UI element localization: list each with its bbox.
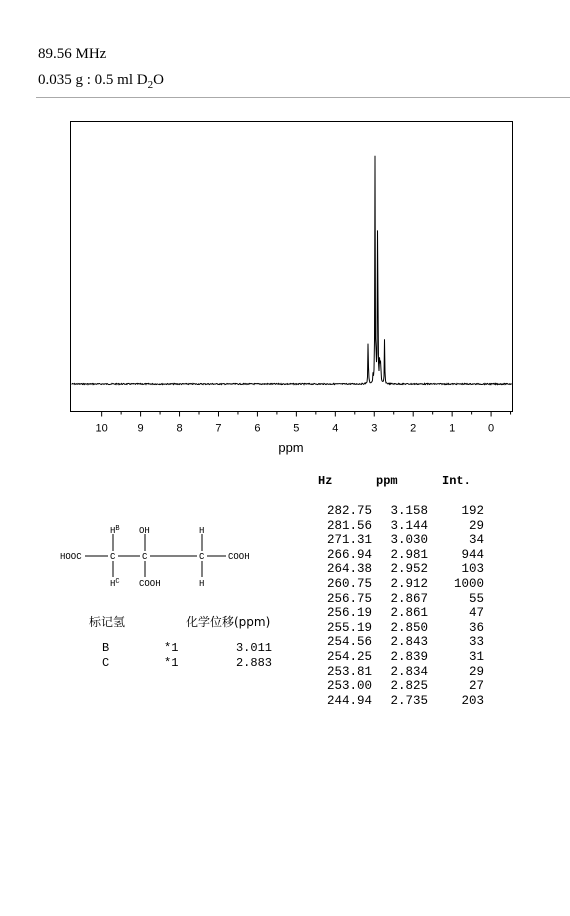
x-tick-label: 0 — [488, 422, 495, 435]
peak-hz-cell: 254.56 — [326, 635, 372, 650]
carbon-c: C — [199, 552, 205, 562]
peak-row — [300, 562, 484, 577]
peak-hz-cell: 244.94 — [326, 693, 372, 708]
assign-multiplicity: *1 — [164, 656, 179, 670]
h-top-atom: H — [199, 526, 205, 536]
peak-hz-cell: 253.00 — [326, 679, 372, 694]
peak-ppm-cell: 2.981 — [390, 547, 428, 562]
peak-row — [300, 665, 484, 680]
peak-int-cell: 34 — [468, 533, 484, 548]
peak-ppm-cell: 2.850 — [390, 620, 428, 635]
peak-int-cell: 33 — [468, 635, 484, 650]
peak-row — [300, 621, 484, 636]
peak-hz-cell: 266.94 — [326, 547, 372, 562]
sample-suffix: O — [153, 72, 164, 88]
peak-int-cell: 192 — [461, 504, 484, 518]
peak-hz-cell: 256.19 — [326, 606, 372, 621]
x-tick-label: 3 — [371, 422, 378, 435]
peak-int-cell: 944 — [461, 547, 484, 562]
peak-int-cell: 31 — [468, 649, 484, 664]
peak-row — [300, 679, 484, 694]
peak-ppm-cell: 2.735 — [390, 693, 428, 708]
carbon-b: C — [110, 552, 116, 562]
peak-ppm-cell: 2.839 — [390, 649, 428, 664]
x-tick-label: 7 — [215, 422, 222, 435]
peak-int-cell: 55 — [468, 591, 484, 606]
peak-row — [300, 635, 484, 650]
assign-label: C — [102, 656, 110, 670]
peak-row — [300, 694, 484, 709]
sample-subscript: 2 — [147, 79, 154, 91]
x-tick-label: 10 — [95, 422, 108, 435]
peak-row — [300, 519, 484, 534]
peak-int-cell: 27 — [468, 679, 484, 694]
peak-ppm-cell: 2.834 — [390, 664, 428, 679]
h-bottom-atom: H — [199, 579, 205, 589]
x-axis-label: ppm — [278, 440, 304, 455]
peak-hz-cell: 271.31 — [326, 533, 372, 548]
x-tick-label: 4 — [332, 422, 339, 435]
x-tick-label: 6 — [254, 422, 261, 435]
peak-ppm-cell: 2.825 — [390, 679, 428, 694]
x-tick-label: 1 — [449, 422, 456, 435]
peak-table — [300, 504, 484, 708]
peak-row — [300, 533, 484, 548]
assignment-row — [92, 656, 272, 671]
hc-atom: $H^C$ — [110, 578, 120, 589]
x-tick-label: 5 — [293, 422, 300, 435]
peak-hz-cell: 264.38 — [326, 562, 372, 577]
peak-row — [300, 504, 484, 519]
cooh-mid-group: COOH — [139, 579, 161, 589]
peak-hz-cell: 260.75 — [326, 576, 372, 591]
carbon-center: C — [142, 552, 148, 562]
ppm-header: ppm — [376, 474, 398, 488]
peak-row — [300, 577, 484, 592]
peak-int-cell: 36 — [468, 620, 484, 635]
peak-ppm-cell: 2.861 — [390, 606, 428, 621]
assign-shift: 2.883 — [235, 656, 272, 670]
peak-ppm-cell: 3.144 — [390, 518, 428, 533]
hooc-group: HOOC — [60, 552, 82, 562]
peak-int-cell: 29 — [468, 518, 484, 533]
assign-label: B — [102, 641, 110, 655]
int-header: Int. — [442, 474, 471, 488]
peak-row — [300, 650, 484, 665]
x-tick-label: 9 — [137, 422, 144, 435]
shift-header: 化学位移(ppm) — [186, 615, 271, 629]
peak-int-cell: 103 — [461, 562, 484, 577]
peak-ppm-cell: 2.912 — [390, 576, 428, 591]
peak-int-cell: 29 — [468, 664, 484, 679]
spectrometer-frequency: 89.56 MHz — [38, 46, 107, 62]
assign-multiplicity: *1 — [164, 641, 179, 655]
hz-header: Hz — [318, 474, 333, 488]
peak-hz-cell: 256.75 — [326, 591, 372, 606]
peak-row — [300, 548, 484, 563]
peak-ppm-cell: 3.030 — [390, 533, 428, 548]
sample-prefix: 0.035 g : 0.5 ml D — [38, 72, 148, 88]
x-tick-label: 8 — [176, 422, 183, 435]
oh-group: OH — [139, 526, 150, 536]
peak-int-cell: 1000 — [453, 576, 484, 591]
peak-hz-cell: 281.56 — [326, 518, 372, 533]
x-tick-label: 2 — [410, 422, 417, 435]
peak-ppm-cell: 2.867 — [390, 591, 428, 606]
assignment-table — [92, 641, 272, 671]
peak-ppm-cell: 3.158 — [390, 504, 428, 518]
peak-row — [300, 606, 484, 621]
hb-atom: $H^B$ — [110, 525, 120, 536]
label-header: 标记氢 — [89, 615, 126, 629]
peak-hz-cell: 253.81 — [326, 664, 372, 679]
cooh-right-group: COOH — [228, 552, 250, 562]
peak-hz-cell: 255.19 — [326, 620, 372, 635]
peak-int-cell: 203 — [461, 693, 484, 708]
assignment-row — [92, 641, 272, 656]
peak-int-cell: 47 — [468, 606, 484, 621]
chemical-structure — [0, 0, 300, 600]
peak-row — [300, 592, 484, 607]
assign-shift: 3.011 — [235, 641, 272, 655]
peak-hz-cell: 254.25 — [326, 649, 372, 664]
peak-hz-cell: 282.75 — [326, 504, 372, 518]
peak-ppm-cell: 2.952 — [390, 562, 428, 577]
peak-ppm-cell: 2.843 — [390, 635, 428, 650]
